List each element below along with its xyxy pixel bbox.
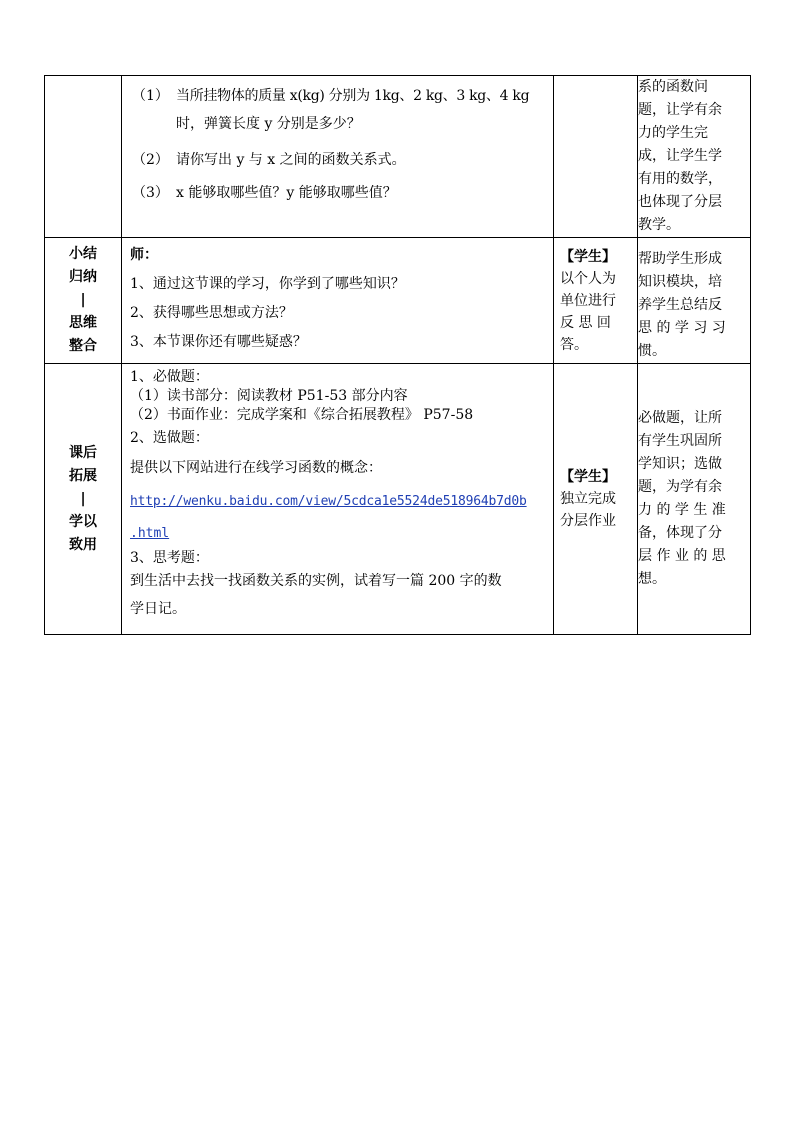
- table-row: [45, 238, 751, 364]
- section-label-summary: 小结 归纳 | 思维 整合: [45, 238, 122, 364]
- homework-content-cell: 1、必做题： （1）读书部分：阅读教材 P51-53 部分内容 （2）书面作业：完成学案和《综合拓展教程》 P57-58 2、选做题： 提供以下网站进行在线学习函数的概念： http://wenku.baidu.com/view/5cdca1e5524de518964b7d0b .html 3、思考题： 到生活中去找一找函数关系的实例，试着写一篇 200 字的数 学日记。: [122, 364, 554, 635]
- design-note-cell: 必做题，让所 有学生巩固所 学知识；选做 题，为学有余 力 的 学 生 准 备，体现了分 层 作 业 的 思 想。: [638, 364, 751, 635]
- row-label-empty: [45, 76, 122, 238]
- questions-cell: [122, 76, 554, 238]
- question-3: （3） x 能够取哪些值？y 能够取哪些值？: [132, 185, 397, 201]
- student-activity-cell: 【学生】 以个人为 单位进行 反 思 回 答。: [554, 238, 638, 364]
- question-2: （2） 请你写出 y 与 x 之间的函数关系式。: [132, 152, 406, 168]
- design-note-cell: 系的函数问 题，让学有余 力的学生完 成，让学生学 有用的数学， 也体现了分层 教学。: [638, 76, 751, 238]
- section-label-extension: 课后 拓展 | 学以 致用: [45, 364, 122, 635]
- student-activity-cell: 【学生】 独立完成 分层作业: [554, 364, 638, 635]
- question-1-cont: 时，弹簧长度 y 分别是多少？: [176, 116, 361, 132]
- resource-link[interactable]: http://wenku.baidu.com/view/5cdca1e5524de518964b7d0b: [130, 494, 527, 509]
- question-1: （1） 当所挂物体的质量 x(kg) 分别为 1kg、2 kg、3 kg、4 kg: [132, 88, 530, 104]
- lesson-plan-table: [44, 75, 751, 635]
- student-cell-empty: [554, 76, 638, 238]
- design-note-cell: 帮助学生形成 知识模块，培 养学生总结反 思 的 学 习 习 惯。: [638, 238, 751, 364]
- resource-link-cont[interactable]: .html: [130, 526, 170, 541]
- table-row: [45, 364, 751, 635]
- teacher-label: 师：: [130, 247, 158, 263]
- table-row: [45, 76, 751, 238]
- summary-content-cell: 师： 1、通过这节课的学习，你学到了哪些知识？ 2、获得哪些思想或方法？ 3、本节课你还有哪些疑惑？: [122, 238, 554, 364]
